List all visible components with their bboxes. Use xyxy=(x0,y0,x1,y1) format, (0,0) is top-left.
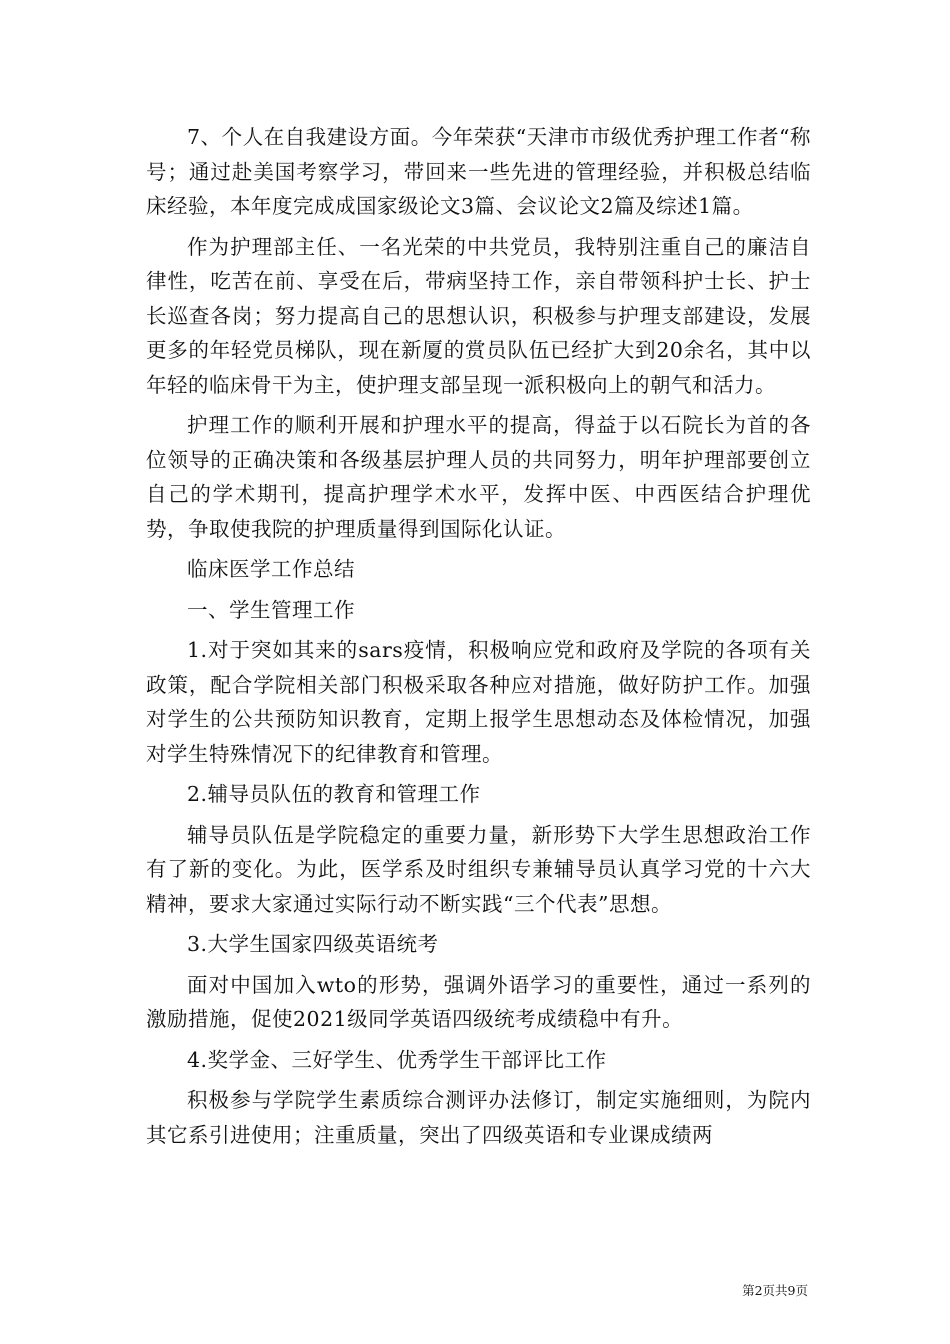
document-body xyxy=(146,120,811,1152)
heading-cet4-exam: 3.大学生国家四级英语统考 xyxy=(187,932,439,956)
paragraph-nursing-outlook: 护理工作的顺利开展和护理水平的提高，得益于以石院长为首的各位领导的正确决策和各级基层护理人员的共同努力，明年护理部要创立自己的学术期刊，提高护理学术水平，发挥中医、中西医结合护理优势，争取使我院的护理质量得到国际化认证。 xyxy=(146,413,811,541)
paragraph-scholarship-selection: 积极参与学院学生素质综合测评办法修订，制定实施细则，为院内其它系引进使用；注重质量，突出了四级英语和专业课成绩两 xyxy=(146,1088,811,1147)
heading-counselor-team: 2.辅导员队伍的教育和管理工作 xyxy=(187,782,481,806)
heading-student-management: 一、学生管理工作 xyxy=(187,597,355,622)
section-title-clinical-summary: 临床医学工作总结 xyxy=(187,557,355,581)
paragraph-self-development: 7、个人在自我建设方面。今年荣获“天津市市级优秀护理工作者“称号；通过赴美国考察学习，带回来一些先进的管理经验，并积极总结临床经验，本年度完成成国家级论文3篇、会议论文2篇及综述1篇。 xyxy=(146,125,811,218)
paragraph-counselor-team: 辅导员队伍是学院稳定的重要力量，新形势下大学生思想政治工作有了新的变化。为此，医学系及时组织专兼辅导员认真学习党的十六大精神，要求大家通过实际行动不断实践“三个代表”思想。 xyxy=(146,822,811,916)
paragraph-sars-response: 1.对于突如其来的sars疫情，积极响应党和政府及学院的各项有关政策，配合学院相关部门积极采取各种应对措施，做好防护工作。加强对学生的公共预防知识教育，定期上报学生思想动态及体检情况，加强对学生特殊情况下的纪律教育和管理。 xyxy=(146,638,811,766)
paragraph-party-member: 作为护理部主任、一名光荣的中共党员，我特别注重自己的廉洁自律性，吃苦在前、享受在后，带病坚持工作，亲自带领科护士长、护士长巡查各岗；努力提高自己的思想认识，积极参与护理支部建设，发展更多的年轻党员梯队，现在新厦的赏员队伍已经扩大到20余名，其中以年轻的临床骨干为主，使护理支部呈现一派积极向上的朝气和活力。 xyxy=(146,234,811,397)
paragraph-cet4-exam: 面对中国加入wto的形势，强调外语学习的重要性，通过一系列的激励措施，促使2021级同学英语四级统考成绩稳中有升。 xyxy=(146,972,811,1031)
heading-scholarship-selection: 4.奖学金、三好学生、优秀学生干部评比工作 xyxy=(187,1047,607,1072)
page-number: 第2页共9页 xyxy=(742,1283,808,1298)
